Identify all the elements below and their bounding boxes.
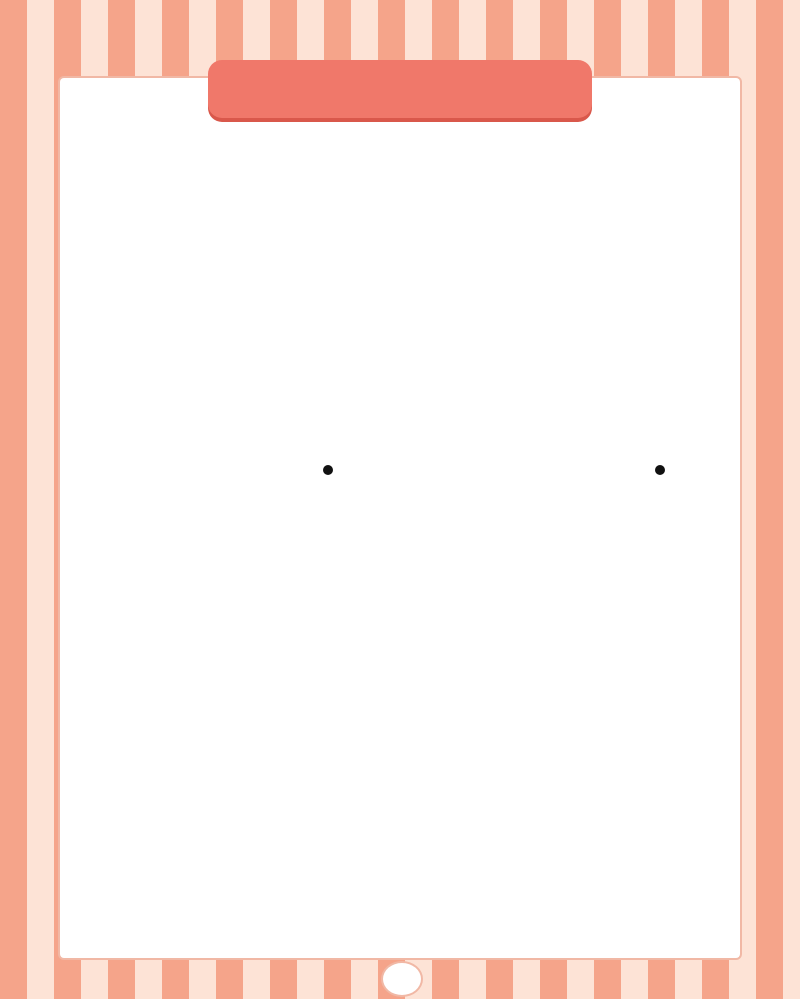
rabbit-head	[125, 258, 199, 332]
turtle-eye	[323, 465, 333, 475]
rabbit-ear-left-dashed	[265, 175, 312, 269]
rabbit-ear-right	[159, 175, 206, 269]
turtle-eye-dashed	[655, 465, 665, 475]
rabbit-ear-right-dashed	[305, 175, 352, 269]
rabbit-drawing-full	[119, 175, 206, 332]
rabbit-head-dashed	[271, 258, 345, 332]
rabbit-ear-left	[119, 175, 166, 269]
rabbit-drawing-dashed	[265, 175, 352, 332]
page-number	[381, 961, 423, 997]
